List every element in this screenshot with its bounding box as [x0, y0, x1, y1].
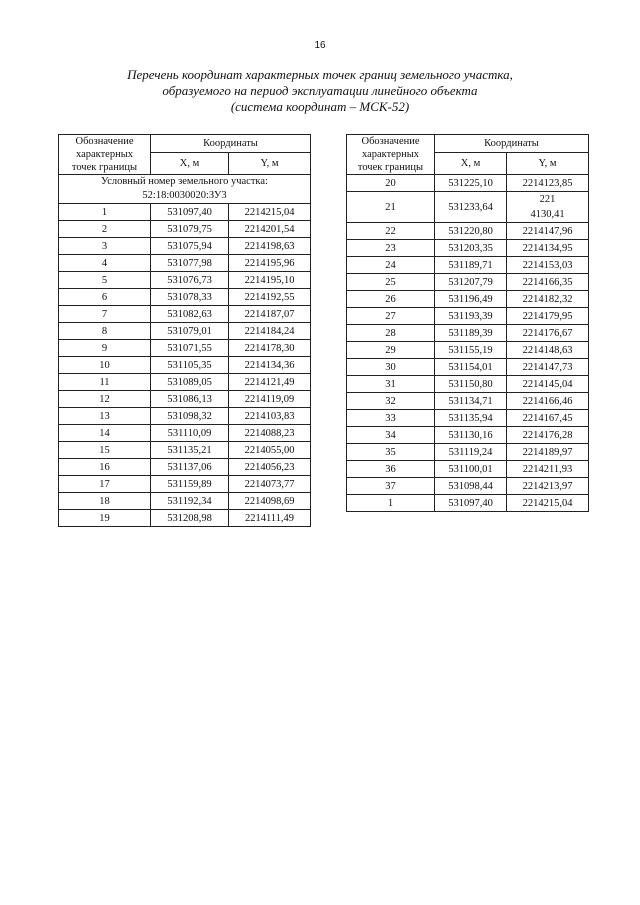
table-row — [59, 425, 311, 442]
y-cell: 2214148,63 — [507, 342, 589, 359]
table-row — [347, 257, 589, 274]
x-cell: 531079,01 — [151, 323, 229, 340]
x-cell: 531110,09 — [151, 425, 229, 442]
y-header: Y, м — [507, 153, 589, 175]
x-cell: 531189,71 — [435, 257, 507, 274]
table-row — [59, 459, 311, 476]
table-row — [59, 357, 311, 374]
designation-header: Обозначение характерных точек границы — [59, 135, 151, 175]
x-cell: 531078,33 — [151, 289, 229, 306]
y-cell: 2214211,93 — [507, 461, 589, 478]
point-cell: 1 — [59, 204, 151, 221]
table-row — [347, 223, 589, 240]
table-row — [59, 391, 311, 408]
point-cell: 16 — [59, 459, 151, 476]
x-cell: 531208,98 — [151, 510, 229, 527]
point-cell: 3 — [59, 238, 151, 255]
x-cell: 531086,13 — [151, 391, 229, 408]
point-cell: 11 — [59, 374, 151, 391]
point-cell: 2 — [59, 221, 151, 238]
point-cell: 23 — [347, 240, 435, 257]
point-cell: 33 — [347, 410, 435, 427]
x-header: X, м — [435, 153, 507, 175]
point-cell: 6 — [59, 289, 151, 306]
point-cell: 28 — [347, 325, 435, 342]
table-row — [59, 289, 311, 306]
point-cell: 14 — [59, 425, 151, 442]
table-row — [59, 493, 311, 510]
x-cell: 531071,55 — [151, 340, 229, 357]
parcel-number-note: Условный номер земельного участка: 52:18:0030020:ЗУ3 — [59, 175, 311, 204]
y-cell: 2214213,97 — [507, 478, 589, 495]
y-header: Y, м — [229, 153, 311, 175]
table-row — [347, 478, 589, 495]
y-cell: 2214111,49 — [229, 510, 311, 527]
point-cell: 32 — [347, 393, 435, 410]
point-cell: 24 — [347, 257, 435, 274]
x-cell: 531155,19 — [435, 342, 507, 359]
y-cell: 2214166,35 — [507, 274, 589, 291]
y-cell: 2214195,96 — [229, 255, 311, 272]
y-cell: 2214103,83 — [229, 408, 311, 425]
point-cell: 27 — [347, 308, 435, 325]
y-cell: 2214179,95 — [507, 308, 589, 325]
y-cell: 2214055,00 — [229, 442, 311, 459]
x-cell: 531159,89 — [151, 476, 229, 493]
x-cell: 531154,01 — [435, 359, 507, 376]
point-cell: 17 — [59, 476, 151, 493]
coordinates-table-right — [346, 134, 589, 512]
y-cell: 2214098,69 — [229, 493, 311, 510]
point-cell: 21 — [347, 192, 435, 223]
y-cell: 2214178,30 — [229, 340, 311, 357]
x-cell: 531119,24 — [435, 444, 507, 461]
page-number: 16 — [314, 40, 326, 51]
table-row — [59, 255, 311, 272]
y-cell: 2214166,46 — [507, 393, 589, 410]
designation-header: Обозначение характерных точек границы — [347, 135, 435, 175]
table-row — [347, 274, 589, 291]
x-cell: 531076,73 — [151, 272, 229, 289]
y-cell: 2214176,28 — [507, 427, 589, 444]
x-cell: 531097,40 — [151, 204, 229, 221]
y-cell: 2214176,67 — [507, 325, 589, 342]
point-cell: 9 — [59, 340, 151, 357]
table-row — [347, 240, 589, 257]
x-cell: 531105,35 — [151, 357, 229, 374]
x-cell: 531203,35 — [435, 240, 507, 257]
y-cell: 2214088,23 — [229, 425, 311, 442]
x-cell: 531225,10 — [435, 175, 507, 192]
x-cell: 531100,01 — [435, 461, 507, 478]
x-cell: 531196,49 — [435, 291, 507, 308]
x-cell: 531193,39 — [435, 308, 507, 325]
point-cell: 10 — [59, 357, 151, 374]
x-cell: 531097,40 — [435, 495, 507, 512]
table-row — [59, 306, 311, 323]
y-cell: 2214145,04 — [507, 376, 589, 393]
y-cell: 2214192,55 — [229, 289, 311, 306]
x-cell: 531189,39 — [435, 325, 507, 342]
table-row — [347, 461, 589, 478]
table-row — [59, 221, 311, 238]
y-cell: 2214056,23 — [229, 459, 311, 476]
y-cell: 221 4130,41 — [507, 192, 589, 223]
x-cell: 531075,94 — [151, 238, 229, 255]
table-row — [347, 410, 589, 427]
y-cell: 2214195,10 — [229, 272, 311, 289]
table-row — [59, 374, 311, 391]
point-cell: 22 — [347, 223, 435, 240]
point-cell: 4 — [59, 255, 151, 272]
point-cell: 25 — [347, 274, 435, 291]
y-cell: 2214119,09 — [229, 391, 311, 408]
table-row — [59, 476, 311, 493]
table-row — [347, 325, 589, 342]
x-cell: 531150,80 — [435, 376, 507, 393]
point-cell: 30 — [347, 359, 435, 376]
table-row — [59, 272, 311, 289]
point-cell: 5 — [59, 272, 151, 289]
title-line-2: образуемого на период эксплуатации линейного объекта — [162, 83, 478, 98]
x-cell: 531207,79 — [435, 274, 507, 291]
table-row — [59, 510, 311, 527]
coordinates-header: Координаты — [151, 135, 311, 153]
y-cell: 2214198,63 — [229, 238, 311, 255]
point-cell: 15 — [59, 442, 151, 459]
table-row — [347, 495, 589, 512]
y-cell: 2214123,85 — [507, 175, 589, 192]
table-row — [347, 308, 589, 325]
x-cell: 531137,06 — [151, 459, 229, 476]
table-row — [59, 340, 311, 357]
point-cell: 34 — [347, 427, 435, 444]
y-cell: 2214187,07 — [229, 306, 311, 323]
point-cell: 36 — [347, 461, 435, 478]
x-cell: 531082,63 — [151, 306, 229, 323]
y-cell: 2214153,03 — [507, 257, 589, 274]
table-row — [347, 291, 589, 308]
y-cell: 2214215,04 — [507, 495, 589, 512]
x-cell: 531192,34 — [151, 493, 229, 510]
point-cell: 12 — [59, 391, 151, 408]
x-cell: 531098,44 — [435, 478, 507, 495]
y-cell: 2214215,04 — [229, 204, 311, 221]
x-cell: 531079,75 — [151, 221, 229, 238]
point-cell: 8 — [59, 323, 151, 340]
title-line-3: (система координат – МСК-52) — [230, 99, 410, 114]
coordinates-header: Координаты — [435, 135, 589, 153]
table-row — [59, 238, 311, 255]
point-cell: 35 — [347, 444, 435, 461]
table-row — [59, 408, 311, 425]
point-cell: 20 — [347, 175, 435, 192]
x-header: X, м — [151, 153, 229, 175]
table-row — [347, 393, 589, 410]
y-cell: 2214189,97 — [507, 444, 589, 461]
point-cell: 19 — [59, 510, 151, 527]
document-title — [60, 67, 580, 115]
y-cell: 2214147,73 — [507, 359, 589, 376]
y-cell: 2214201,54 — [229, 221, 311, 238]
point-cell: 29 — [347, 342, 435, 359]
table-row — [347, 444, 589, 461]
x-cell: 531135,94 — [435, 410, 507, 427]
point-cell: 31 — [347, 376, 435, 393]
x-cell: 531135,21 — [151, 442, 229, 459]
point-cell: 13 — [59, 408, 151, 425]
table-row — [59, 323, 311, 340]
y-cell: 2214147,96 — [507, 223, 589, 240]
x-cell: 531098,32 — [151, 408, 229, 425]
table-row — [59, 204, 311, 221]
point-cell: 37 — [347, 478, 435, 495]
point-cell: 18 — [59, 493, 151, 510]
x-cell: 531130,16 — [435, 427, 507, 444]
y-cell: 2214134,95 — [507, 240, 589, 257]
y-cell: 2214182,32 — [507, 291, 589, 308]
y-cell: 2214167,45 — [507, 410, 589, 427]
table-row — [347, 359, 589, 376]
x-cell: 531089,05 — [151, 374, 229, 391]
point-cell: 26 — [347, 291, 435, 308]
table-row — [59, 442, 311, 459]
y-cell: 2214134,36 — [229, 357, 311, 374]
x-cell: 531134,71 — [435, 393, 507, 410]
point-cell: 7 — [59, 306, 151, 323]
table-row — [347, 427, 589, 444]
table-row — [347, 192, 589, 223]
title-line-1: Перечень координат характерных точек границ земельного участка, — [127, 67, 513, 82]
x-cell: 531233,64 — [435, 192, 507, 223]
x-cell: 531077,98 — [151, 255, 229, 272]
y-cell: 2214073,77 — [229, 476, 311, 493]
table-row — [347, 342, 589, 359]
point-cell: 1 — [347, 495, 435, 512]
y-cell: 2214121,49 — [229, 374, 311, 391]
x-cell: 531220,80 — [435, 223, 507, 240]
y-cell: 2214184,24 — [229, 323, 311, 340]
coordinates-table-left — [58, 134, 311, 527]
table-row — [347, 376, 589, 393]
table-row — [347, 175, 589, 192]
